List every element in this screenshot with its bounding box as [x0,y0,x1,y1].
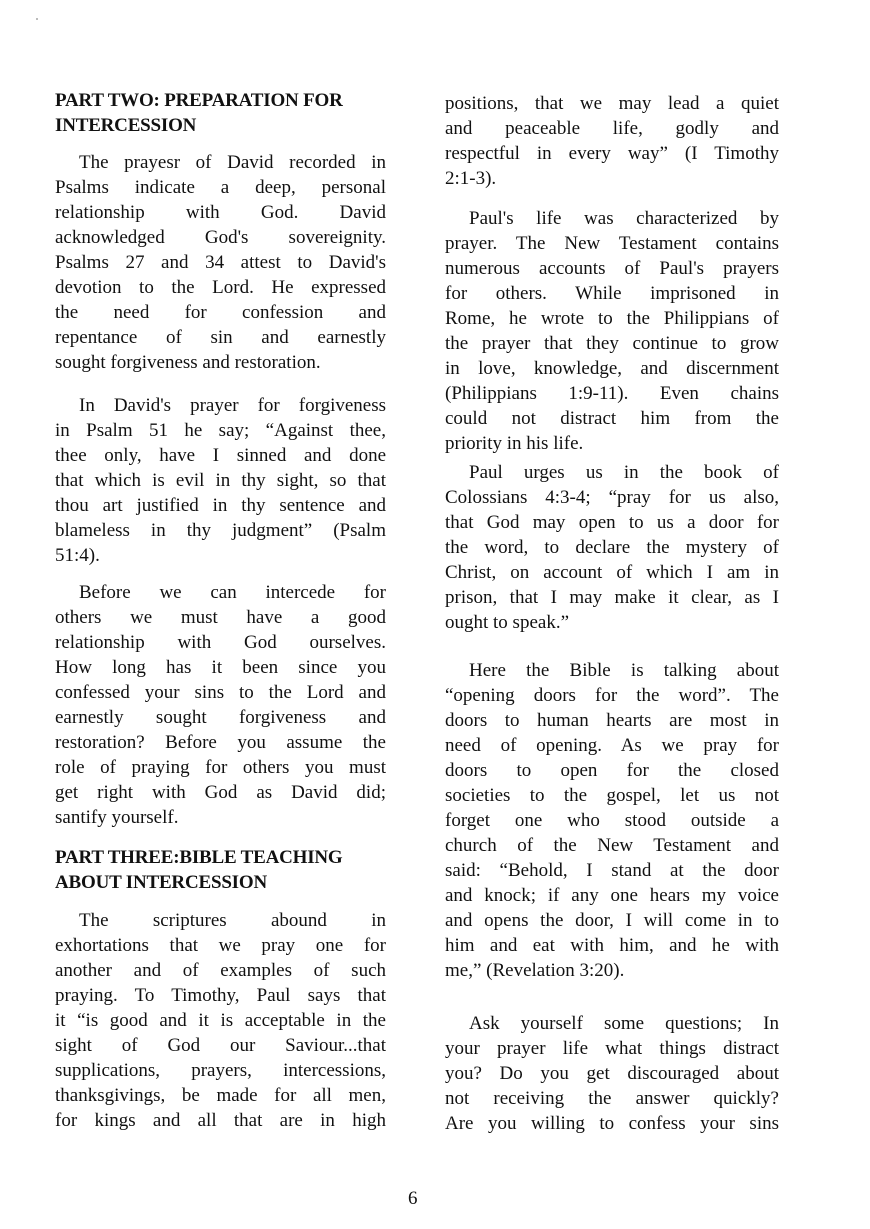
text-line: Rome, he wrote to the Philippians of [445,308,779,329]
text-line: need of opening. As we pray for [445,735,779,756]
text-line: INTERCESSION [55,115,197,136]
paragraph [445,91,779,191]
text-line: How long has it been since you [55,657,386,678]
text-line: 2:1-3). [445,168,497,189]
text-line: PART THREE:BIBLE TEACHING [55,847,343,868]
text-line: doors to human hearts are most in [445,710,779,731]
text-line: restoration? Before you assume the [55,732,386,753]
text-line: Psalms indicate a deep, personal [55,177,386,198]
text-line: not receiving the answer quickly? [445,1088,779,1109]
text-line: thee only, have I sinned and done [55,445,386,466]
paragraph [55,393,386,568]
text-line: and opens the door, I will come in to [445,910,779,931]
text-line: The scriptures abound in [79,910,386,931]
text-line: it “is good and it is acceptable in the [55,1010,386,1031]
text-line: (Philippians 1:9-11). Even chains [445,383,779,404]
text-line: In David's prayer for forgiveness [79,395,386,416]
text-line: in Psalm 51 he say; “Against thee, [55,420,386,441]
text-line: for kings and all that are in high [55,1110,386,1131]
text-line: role of praying for others you must [55,757,386,778]
text-line: doors to open for the closed [445,760,779,781]
paragraph [445,460,779,635]
text-line: praying. To Timothy, Paul says that [55,985,386,1006]
text-line: Here the Bible is talking about [469,660,779,681]
text-line: positions, that we may lead a quiet [445,93,779,114]
text-line: ought to speak.” [445,612,570,633]
text-line: Ask yourself some questions; In [469,1013,779,1034]
text-line: acknowledged God's sovereignity. [55,227,386,248]
text-line: could not distract him from the [445,408,779,429]
text-line: that God may open to us a door for [445,512,779,533]
text-line: prison, that I may make it clear, as I [445,587,779,608]
paragraph [55,580,386,830]
text-line: church of the New Testament and [445,835,779,856]
text-line: Are you willing to confess your sins [445,1113,779,1134]
text-line: the need for confession and [55,302,386,323]
text-line: earnestly sought forgiveness and [55,707,386,728]
text-line: prayer. The New Testament contains [445,233,779,254]
paragraph [55,908,386,1133]
text-line: priority in his life. [445,433,584,454]
text-line: thanksgivings, be made for all men, [55,1085,386,1106]
text-line: me,” (Revelation 3:20). [445,960,625,981]
text-line: exhortations that we pray one for [55,935,386,956]
text-line: Christ, on account of which I am in [445,562,779,583]
text-line: others we must have a good [55,607,386,628]
text-line: said: “Behold, I stand at the door [445,860,779,881]
text-line: the word, to declare the mystery of [445,537,779,558]
text-line: relationship with God ourselves. [55,632,386,653]
text-line: that which is evil in thy sight, so that [55,470,386,491]
text-line: blameless in thy judgment” (Psalm [55,520,386,541]
paragraph [55,150,386,375]
text-line: your prayer life what things distract [445,1038,779,1059]
text-line: and peaceable life, godly and [445,118,779,139]
text-line: sought forgiveness and restoration. [55,352,321,373]
paragraph [445,1011,779,1136]
text-line: ABOUT INTERCESSION [55,872,267,893]
text-line: forget one who stood outside a [445,810,779,831]
text-line: repentance of sin and earnestly [55,327,386,348]
text-line: relationship with God. David [55,202,386,223]
text-line: respectful in every way” (I Timothy [445,143,779,164]
text-line: and knock; if any one hears my voice [445,885,779,906]
text-line: confessed your sins to the Lord and [55,682,386,703]
text-line: Paul's life was characterized by [469,208,779,229]
text-line: devotion to the Lord. He expressed [55,277,386,298]
scan-speck [36,18,38,20]
text-line: PART TWO: PREPARATION FOR [55,90,343,111]
section-heading [55,88,386,138]
paragraph [445,658,779,983]
text-line: another and of examples of such [55,960,386,981]
text-line: get right with God as David did; [55,782,386,803]
text-line: 51:4). [55,545,100,566]
text-line: for others. While imprisoned in [445,283,779,304]
paragraph [445,206,779,456]
text-line: Before we can intercede for [79,582,386,603]
page-number: 6 [408,1188,418,1209]
text-line: “opening doors for the word”. The [445,685,779,706]
text-line: thou art justified in thy sentence and [55,495,386,516]
text-line: him and eat with him, and he with [445,935,779,956]
text-line: sight of God our Saviour...that [55,1035,386,1056]
text-line: supplications, prayers, intercessions, [55,1060,386,1081]
text-line: you? Do you get discouraged about [445,1063,779,1084]
text-line: Colossians 4:3-4; “pray for us also, [445,487,779,508]
text-line: Paul urges us in the book of [469,462,779,483]
text-line: The prayesr of David recorded in [79,152,386,173]
text-line: Psalms 27 and 34 attest to David's [55,252,386,273]
section-heading [55,845,386,895]
text-line: societies to the gospel, let us not [445,785,779,806]
text-line: numerous accounts of Paul's prayers [445,258,779,279]
text-line: the prayer that they continue to grow [445,333,779,354]
text-line: in love, knowledge, and discernment [445,358,779,379]
text-line: santify yourself. [55,807,179,828]
